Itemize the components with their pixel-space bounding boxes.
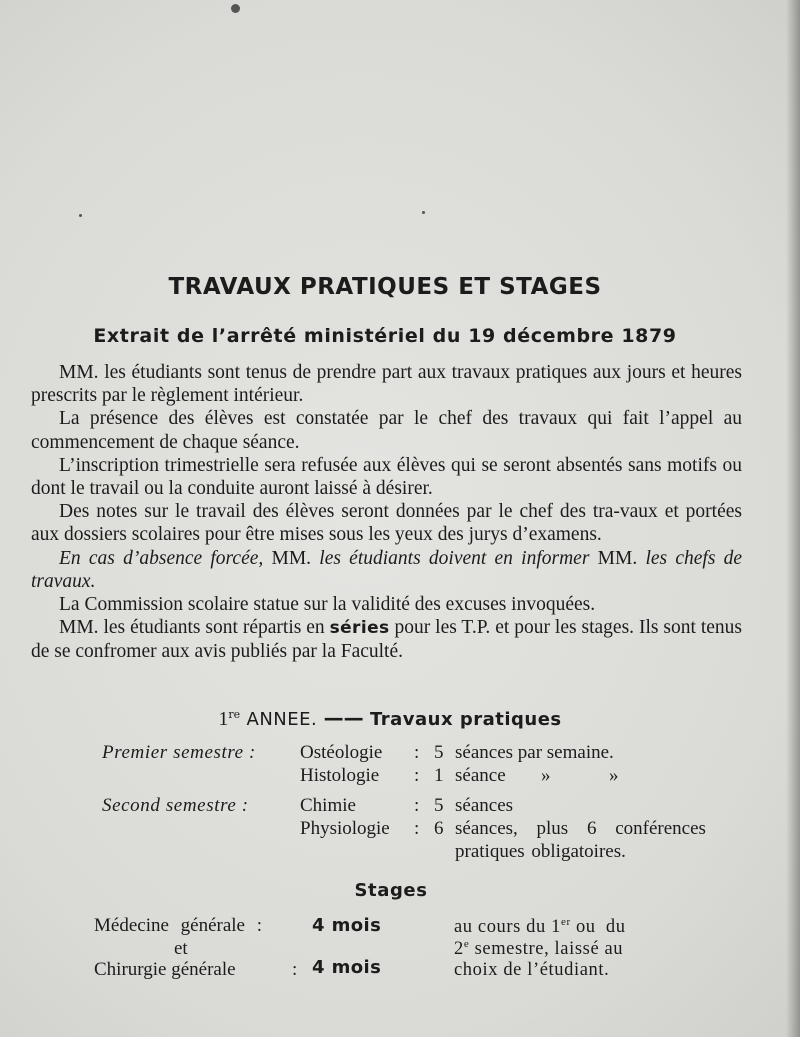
ink-speck (422, 211, 425, 214)
ink-speck (79, 214, 82, 217)
paragraph-series (31, 616, 742, 663)
medicine-duration: 4 mois (312, 915, 382, 936)
note-text: semestre, laissé au (474, 939, 624, 959)
page-title: TRAVAUX PRATIQUES ET STAGES (168, 274, 602, 300)
subject-physiology: Physiologie (300, 818, 390, 839)
session-detail: séance (455, 765, 506, 786)
note-text: 2 (454, 939, 464, 959)
year-number: 1 (218, 708, 229, 730)
subject-chemistry: Chimie (300, 795, 356, 816)
ditto-mark: » (609, 765, 619, 786)
stages-heading: Stages (354, 880, 428, 901)
surgery-duration: 4 mois (312, 957, 382, 978)
page-edge-shadow (786, 0, 800, 1037)
paragraph-attendance: MM. les étudiants sont tenus de prendre part aux travaux pratiques aux jours et heures prescrits par le règlement intérieur. (31, 362, 742, 407)
session-count: 5 (434, 795, 444, 816)
medicine-label: Médecine générale : (94, 915, 263, 936)
colon: : (414, 742, 420, 763)
paragraph-roll-call: La présence des élèves est constatée par le chef des travaux qui fait l’appel au commencement de chaque séance. (31, 408, 742, 453)
note-text: ou du (575, 917, 626, 937)
semester-label: Second semestre : (102, 795, 249, 816)
absence-italic-a: En cas d’absence forcée, (59, 547, 264, 569)
session-detail-continued: pratiques obligatoires. (455, 841, 626, 862)
note-text: au cours du 1 (454, 917, 561, 937)
colon: : (414, 795, 420, 816)
stages-note-line2 (454, 938, 623, 960)
series-emphasis: séries (329, 618, 390, 639)
series-after: pour les T.P. et pour les stages. Ils sont tenus de se confromer aux avis publiés par la Faculté. (31, 617, 742, 663)
colon: : (414, 818, 420, 839)
ditto-mark: » (541, 765, 551, 786)
practical-work-label: Travaux pratiques (369, 709, 562, 730)
paragraph-commission: La Commission scolaire statue sur la validité des excuses invoquées. (59, 594, 596, 616)
surgery-label: Chirurgie générale (94, 959, 236, 980)
session-detail: séances (455, 795, 514, 816)
semester-label: Premier semestre : (102, 742, 256, 763)
subject-osteology: Ostéologie (300, 742, 383, 763)
conjunction: et (174, 938, 188, 959)
stages-note-line3: choix de l’étudiant. (454, 960, 610, 980)
colon: : (292, 959, 298, 980)
absence-italic-c: les chefs de travaux. (31, 547, 743, 592)
paragraph-enrollment: L’inscription trimestrielle sera refusée aux élèves qui se seront absentés sans motifs ou dont le travail ou la conduite auront laissé à désirer. (31, 454, 742, 500)
stages-note-line1 (454, 916, 626, 938)
session-count: 5 (434, 742, 444, 763)
paragraph-absence (31, 547, 742, 593)
ordinal-suffix: e (463, 938, 470, 950)
colon: : (414, 765, 420, 786)
ink-speck (231, 4, 240, 13)
ordinal-suffix: er (560, 916, 571, 928)
session-count: 6 (434, 818, 444, 839)
year-label: ANNEE. (246, 709, 318, 730)
decree-subtitle: Extrait de l’arrêté ministériel du 19 décembre 1879 (93, 325, 677, 347)
session-detail: séances, plus 6 conférences (455, 818, 706, 839)
series-before: MM. les étudiants sont répartis en (59, 617, 325, 639)
absence-roman-b: MM. (597, 547, 638, 569)
year-number-suffix: re (228, 708, 241, 721)
session-detail: séances par semaine. (455, 742, 614, 763)
paragraph-grades: Des notes sur le travail des élèves seront données par le chef des tra-vaux et portées aux dossiers scolaires pour être mises sous les yeux des jurys d’examens. (31, 501, 742, 546)
regulations-text (31, 361, 742, 664)
absence-italic-b: les étudiants doivent en informer (319, 547, 590, 569)
heading-dash: —— (323, 706, 364, 730)
session-count: 1 (434, 765, 444, 786)
absence-roman-a: MM. (271, 547, 312, 569)
first-year-heading (0, 706, 780, 731)
subject-histology: Histologie (300, 765, 380, 786)
